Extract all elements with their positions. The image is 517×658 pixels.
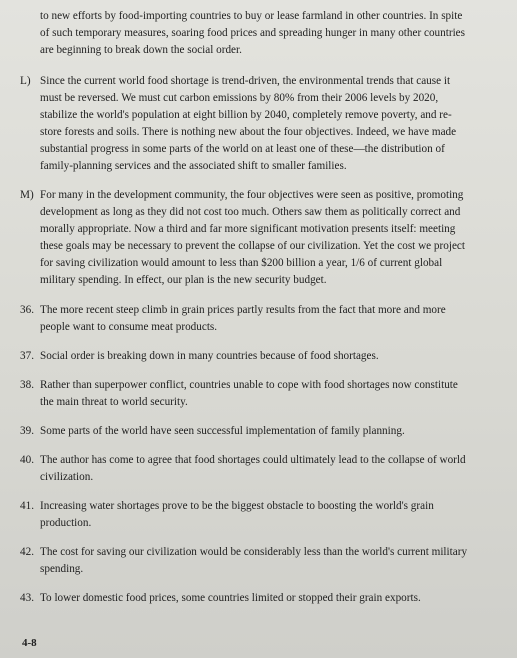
question-42 bbox=[22, 544, 503, 578]
question-line: production. bbox=[40, 517, 92, 529]
paragraph-line: substantial progress in some parts of the world on at least one of these—the distribution of bbox=[40, 143, 445, 155]
question-line: The more recent steep climb in grain prices partly results from the fact that more and more bbox=[40, 304, 446, 316]
page-number: 4-8 bbox=[22, 637, 37, 649]
paragraph-line: For many in the development community, the four objectives were seen as positive, promoting bbox=[40, 189, 464, 201]
question-41 bbox=[22, 498, 503, 532]
question-36 bbox=[22, 302, 503, 336]
question-number: 39. bbox=[20, 425, 34, 437]
question-number: 37. bbox=[20, 350, 34, 362]
paragraph-l bbox=[22, 73, 503, 175]
question-line: civilization. bbox=[40, 471, 94, 483]
question-40 bbox=[22, 452, 503, 486]
intro-paragraph bbox=[22, 8, 503, 59]
question-line: The author has come to agree that food shortages could ultimately lead to the collapse of world bbox=[40, 454, 466, 466]
paragraph-label: L) bbox=[20, 75, 31, 87]
question-43 bbox=[22, 590, 503, 607]
paragraph-line: must be reversed. We must cut carbon emissions by 80% from their 2006 levels by 2020, bbox=[40, 92, 439, 104]
question-37 bbox=[22, 348, 503, 365]
question-number: 40. bbox=[20, 454, 34, 466]
paragraph-line: morally appropriate. Now a third and far more significant motivation presents itself: meeting bbox=[40, 223, 456, 235]
question-line: the main threat to world security. bbox=[40, 396, 188, 408]
question-39 bbox=[22, 423, 503, 440]
question-number: 38. bbox=[20, 379, 34, 391]
question-line: people want to consume meat products. bbox=[40, 321, 218, 333]
question-number: 42. bbox=[20, 546, 34, 558]
question-line: Some parts of the world have seen successful implementation of family planning. bbox=[40, 425, 405, 437]
paragraph-m bbox=[22, 187, 503, 289]
question-line: Social order is breaking down in many countries because of food shortages. bbox=[40, 350, 379, 362]
question-line: Increasing water shortages prove to be the biggest obstacle to boosting the world's grain bbox=[40, 500, 434, 512]
paragraph-line: Since the current world food shortage is trend-driven, the environmental trends that cause it bbox=[40, 75, 451, 87]
paragraph-line: for saving civilization would amount to less than $200 billion a year, 1/6 of current global bbox=[40, 257, 443, 269]
question-number: 43. bbox=[20, 592, 34, 604]
intro-line: to new efforts by food-importing countries to buy or lease farmland in other countries. In spite bbox=[40, 10, 463, 22]
paragraph-line: development as long as they did not cost too much. Others saw them as politically correct and bbox=[40, 206, 461, 218]
question-number: 36. bbox=[20, 304, 34, 316]
paragraph-line: store forests and soils. There is nothing new about the four objectives. Indeed, we have made bbox=[40, 126, 457, 138]
paragraph-line: family-planning services and the associated shift to smaller families. bbox=[40, 160, 347, 172]
intro-line: of such temporary measures, soaring food prices and spreading hunger in many other countries bbox=[40, 27, 465, 39]
question-line: Rather than superpower conflict, countries unable to cope with food shortages now constitute bbox=[40, 379, 458, 391]
question-number: 41. bbox=[20, 500, 34, 512]
intro-line: are beginning to break down the social order. bbox=[40, 44, 242, 56]
question-line: spending. bbox=[40, 563, 84, 575]
paragraph-line: stabilize the world's population at eight billion by 2040, completely remove poverty, and re- bbox=[40, 109, 452, 121]
question-line: The cost for saving our civilization would be considerably less than the world's current military bbox=[40, 546, 468, 558]
question-38 bbox=[22, 377, 503, 411]
paragraph-line: these goals may be necessary to prevent the collapse of our civilization. Yet the cost we project bbox=[40, 240, 465, 252]
question-line: To lower domestic food prices, some countries limited or stopped their grain exports. bbox=[40, 592, 421, 604]
paragraph-label: M) bbox=[20, 189, 34, 201]
paragraph-line: military spending. In effect, our plan is the new security budget. bbox=[40, 274, 327, 286]
